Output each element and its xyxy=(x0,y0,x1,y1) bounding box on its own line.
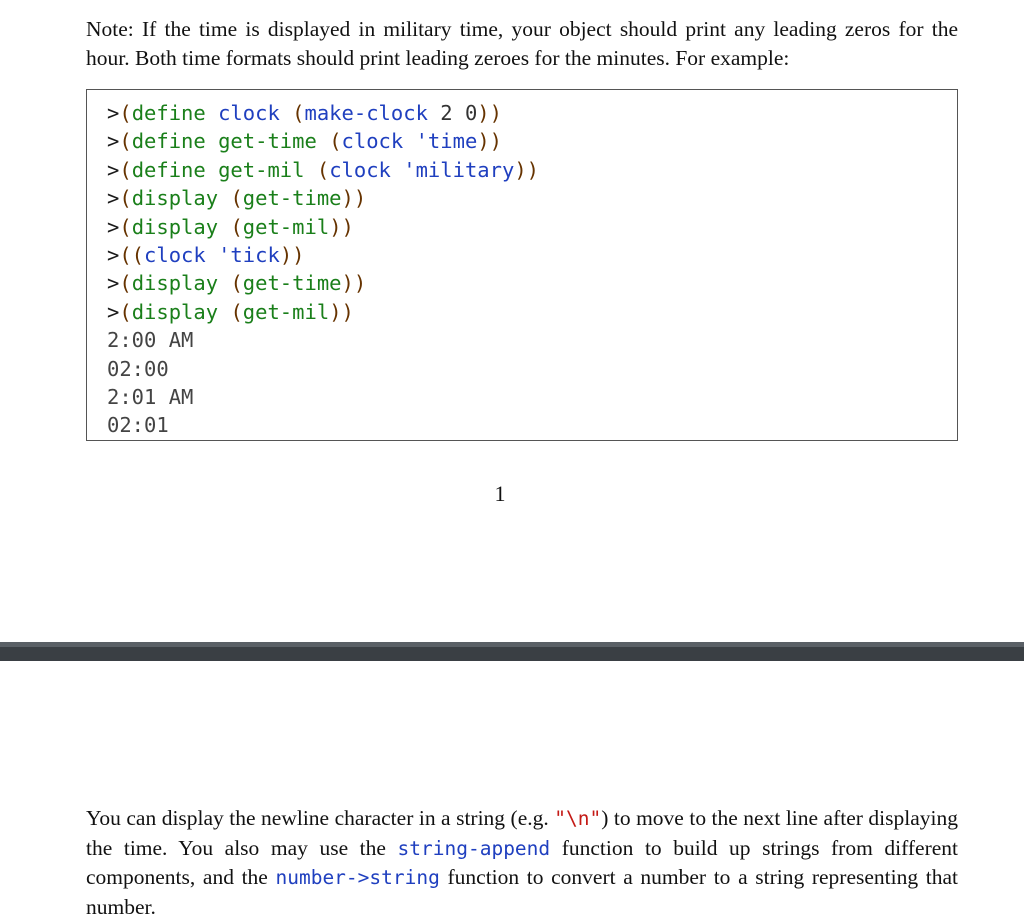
code-line xyxy=(107,99,539,127)
code-token xyxy=(218,300,230,324)
code-token: 2:01 AM xyxy=(107,384,194,409)
code-token: 02:01 xyxy=(107,413,169,438)
code-token xyxy=(206,158,218,182)
code-token: get-time xyxy=(218,129,317,154)
newline-paragraph xyxy=(86,804,958,921)
code-token: ( xyxy=(119,129,132,154)
code-token: ( xyxy=(119,101,132,125)
code-token xyxy=(391,158,403,182)
code-token: ( xyxy=(230,214,243,239)
code-token: ( xyxy=(119,271,132,296)
code-example-block xyxy=(86,89,958,441)
code-token: ( xyxy=(230,271,243,296)
code-token xyxy=(317,129,329,153)
code-token: define xyxy=(131,157,206,182)
code-token: > xyxy=(107,157,120,182)
code-token: ( xyxy=(230,186,243,211)
note-paragraph: Note: If the time is displayed in military time, your object should print any leading zeros for the hour. Both time formats should print leading zeroes for the minutes. For example: xyxy=(86,17,958,70)
code-token: clock xyxy=(329,157,391,182)
code-token xyxy=(218,271,230,295)
code-token: > xyxy=(107,101,120,125)
code-line xyxy=(107,156,539,184)
code-line xyxy=(107,383,539,411)
code-line xyxy=(107,184,539,212)
code-token: display xyxy=(131,214,219,239)
code-token: make-clock xyxy=(304,101,428,125)
code-token: ( xyxy=(329,129,342,154)
code-token: (( xyxy=(119,242,145,267)
code-token: 'military xyxy=(403,157,515,182)
code-line xyxy=(107,411,539,439)
code-token: )) xyxy=(477,101,502,125)
code-token: ( xyxy=(119,186,132,211)
code-token xyxy=(403,129,415,153)
code-token: clock xyxy=(218,101,280,125)
code-token: display xyxy=(131,299,219,324)
code-line xyxy=(107,298,539,326)
code-token xyxy=(305,158,317,182)
code-token: > xyxy=(107,299,120,324)
code-token: ( xyxy=(292,101,305,125)
code-token: get-time xyxy=(242,186,342,211)
code-line xyxy=(107,127,539,155)
paragraph-text: You can display the newline character in a string (e.g. xyxy=(86,806,555,830)
code-token: )) xyxy=(279,242,305,267)
code-token: ( xyxy=(119,214,132,239)
code-token: > xyxy=(107,242,120,267)
code-token: > xyxy=(107,129,120,154)
code-token: ( xyxy=(316,157,330,182)
code-token: display xyxy=(131,271,219,296)
paragraph-text: ) to move to the next line after displaying the time. You also may use the xyxy=(86,806,958,860)
code-line xyxy=(107,355,539,383)
inline-code-newline: "\n" xyxy=(554,807,602,830)
code-token: 02:00 xyxy=(107,356,169,381)
code-token: )) xyxy=(329,214,354,239)
code-token: )) xyxy=(329,299,354,324)
code-token: > xyxy=(107,271,120,296)
code-token: define xyxy=(131,129,206,154)
code-token: > xyxy=(107,186,120,211)
page-number: 1 xyxy=(494,481,506,506)
code-token: 'tick xyxy=(218,242,280,267)
code-token: clock xyxy=(341,129,404,154)
inline-code-string-append: string-append xyxy=(397,836,551,860)
code-lines xyxy=(107,99,539,440)
code-token: get-mil xyxy=(242,214,330,239)
code-token xyxy=(206,243,218,267)
code-token xyxy=(206,129,218,153)
code-token xyxy=(218,186,230,210)
code-token: clock xyxy=(144,242,206,267)
code-line xyxy=(107,326,539,354)
code-token: ( xyxy=(119,299,132,324)
code-token: get-time xyxy=(242,271,342,296)
page-divider-highlight xyxy=(0,642,1024,647)
code-token: get-mil xyxy=(218,157,305,182)
code-token xyxy=(218,215,230,239)
code-token: define xyxy=(131,101,206,125)
code-token: 2:00 AM xyxy=(107,328,194,353)
inline-code-number-to-string: number->string xyxy=(275,866,440,889)
code-token: )) xyxy=(514,157,540,182)
code-line xyxy=(107,269,539,297)
paragraph-text: function to convert a number to a string representing that number. xyxy=(86,865,958,919)
code-token: ( xyxy=(230,299,243,324)
code-token: > xyxy=(107,214,120,239)
code-token: get-mil xyxy=(242,299,330,324)
code-token: 2 0 xyxy=(427,101,478,125)
code-token: )) xyxy=(341,271,367,296)
paragraph-text: function to build up strings from different components, and the xyxy=(86,835,958,889)
code-token xyxy=(206,101,218,125)
code-token: )) xyxy=(341,186,367,211)
code-token: display xyxy=(131,186,219,211)
code-token: )) xyxy=(477,129,502,154)
code-token: 'time xyxy=(415,129,478,154)
code-token xyxy=(280,101,292,125)
code-line xyxy=(107,241,539,269)
code-token: ( xyxy=(119,157,132,182)
code-line xyxy=(107,213,539,241)
